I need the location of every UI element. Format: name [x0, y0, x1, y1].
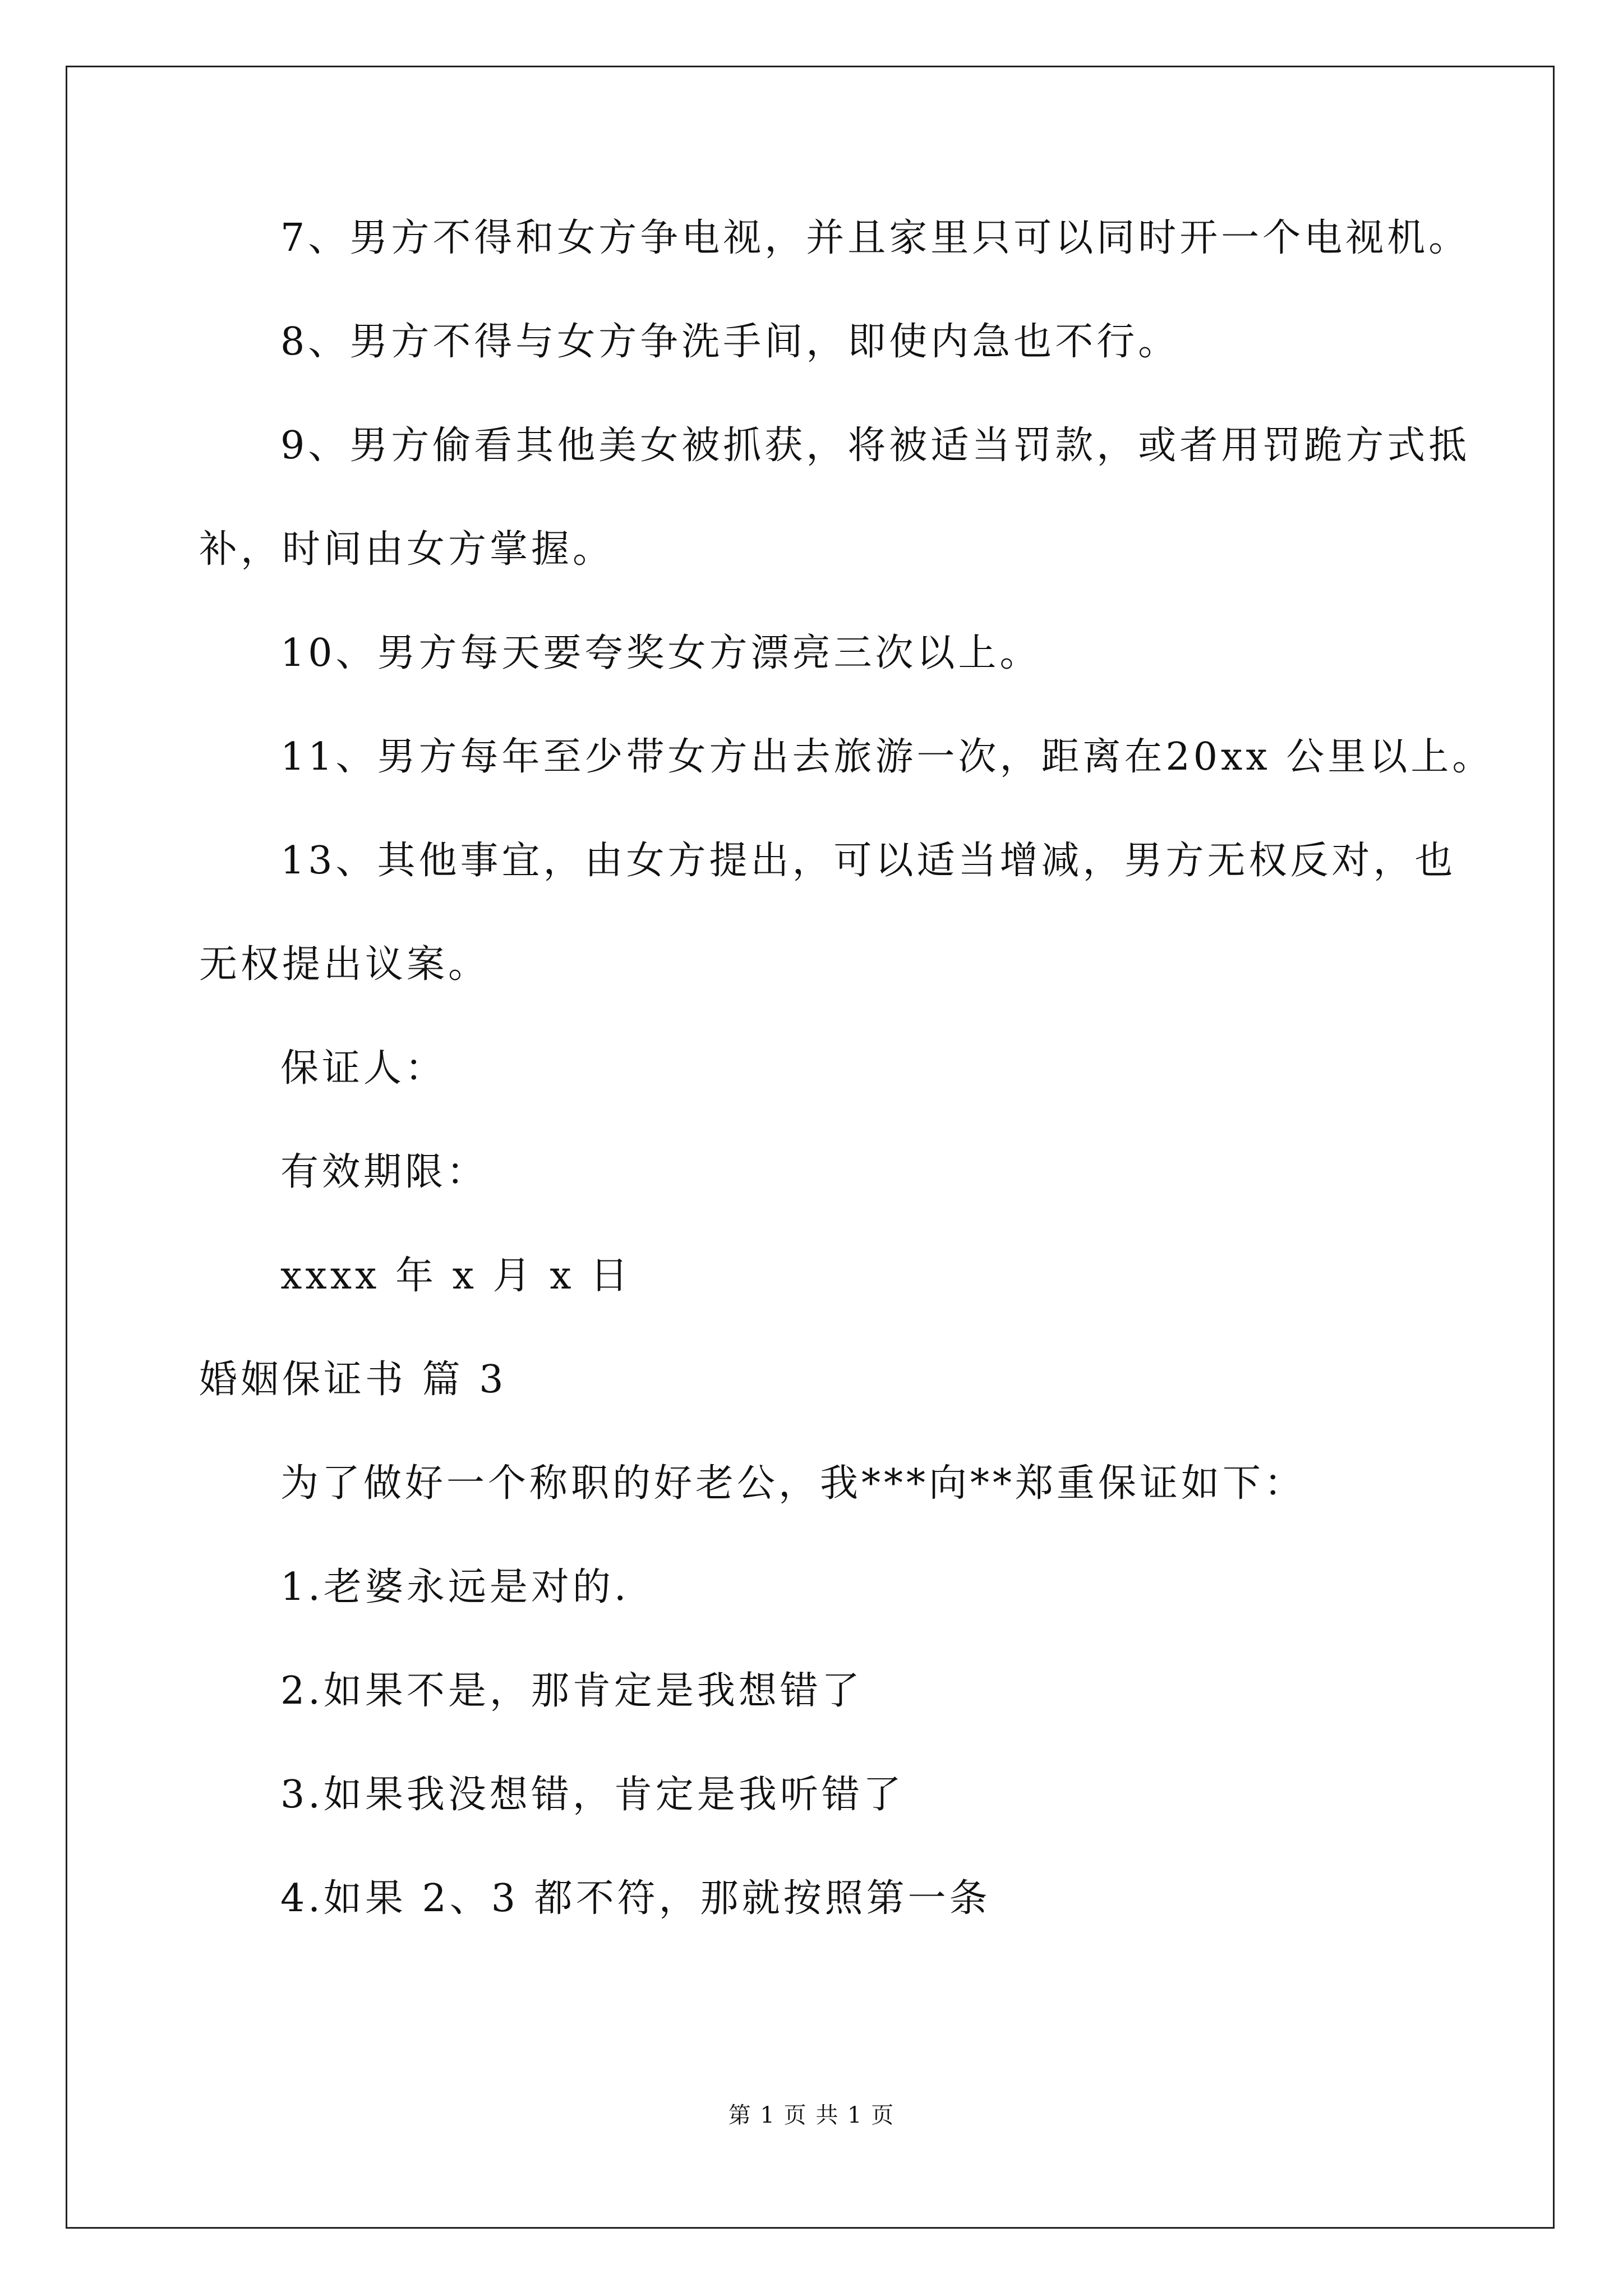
paragraph-7: 7、男方不得和女方争电视，并且家里只可以同时开一个电视机。 [280, 216, 1470, 260]
paragraph-13-continued: 无权提出议案。 [199, 942, 490, 987]
paragraph-11: 11、男方每年至少带女方出去旅游一次，距离在20xx 公里以上。 [280, 735, 1494, 779]
page-number-footer: 第 1 页 共 1 页 [728, 2102, 895, 2128]
guarantor-label: 保证人： [280, 1046, 447, 1091]
pledge-item-2: 2.如果不是，那肯定是我想错了 [280, 1669, 863, 1713]
pledge-item-3: 3.如果我没想错，肯定是我听错了 [280, 1773, 905, 1817]
paragraph-8: 8、男方不得与女方争洗手间，即使内急也不行。 [280, 320, 1180, 364]
date-line: xxxx 年 x 月 x 日 [280, 1254, 632, 1298]
section-heading: 婚姻保证书 篇 3 [199, 1358, 507, 1402]
validity-label: 有效期限： [280, 1150, 488, 1194]
paragraph-9-continued: 补，时间由女方掌握。 [199, 527, 615, 572]
paragraph-10: 10、男方每天要夸奖女方漂亮三次以上。 [280, 631, 1041, 675]
paragraph-9: 9、男方偷看其他美女被抓获，将被适当罚款，或者用罚跪方式抵 [280, 424, 1470, 468]
paragraph-13: 13、其他事宜，由女方提出，可以适当增减，男方无权反对，也 [280, 839, 1456, 883]
pledge-item-1: 1.老婆永远是对的. [280, 1565, 630, 1609]
pledge-intro: 为了做好一个称职的好老公，我***向**郑重保证如下： [280, 1461, 1306, 1506]
pledge-item-4: 4.如果 2、3 都不符，那就按照第一条 [280, 1876, 991, 1921]
